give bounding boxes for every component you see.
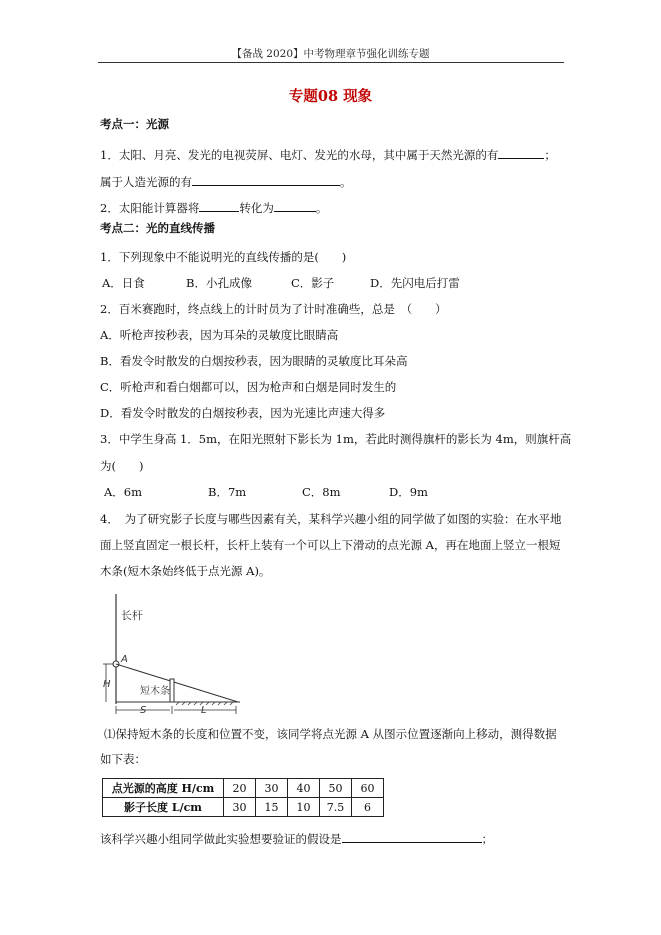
- s2-q4-line2: 面上竖直固定一根长杆，长杆上装有一个可以上下滑动的点光源 A，再在地面上竖立一根短: [100, 538, 561, 552]
- final-question: [100, 832, 493, 846]
- s1-q1-line2: [100, 175, 352, 189]
- s2-q3-option-c: C．8m: [302, 485, 341, 499]
- table-cell: 15: [256, 798, 288, 817]
- s1-q2-punct: 。: [315, 201, 328, 215]
- s2-q3-option-a: A．6m: [104, 485, 143, 499]
- s2-q1-option-c: C．影子: [291, 276, 335, 290]
- s2-q2: 2．百米赛跑时，终点线上的计时员为了计时准确些，总是 （ ）: [100, 302, 447, 316]
- pole-label: 长杆: [121, 609, 143, 622]
- s2-q2-option-d: D．看发令时散发的白烟按秒表，因为光速比声速大得多: [100, 406, 386, 420]
- table-cell: 40: [288, 779, 320, 798]
- s2-q3-option-d: D．9m: [389, 485, 428, 499]
- header-divider: [98, 62, 564, 63]
- data-table: [102, 778, 384, 817]
- s2-q3-line1: 3．中学生身高 1．5m，在阳光照射下影长为 1m，若此时测得旗杆的影长为 4m，则旗杆高: [100, 432, 572, 446]
- table-cell: 7.5: [320, 798, 352, 817]
- table-cell: 10: [288, 798, 320, 817]
- s2-q4-line3: 木条(短木条始终低于点光源 A)。: [100, 564, 271, 578]
- s2-q3-line2: 为( ): [100, 459, 144, 473]
- s1-q1-text: 1．太阳、月亮、发光的电视荧屏、电灯、发光的水母，其中属于天然光源的有: [100, 148, 499, 162]
- s1-q1-text2: 属于人造光源的有: [100, 175, 192, 189]
- table-cell: 20: [224, 779, 256, 798]
- s2-q3-option-b: B．7m: [208, 485, 247, 499]
- answer-blank: [342, 832, 482, 843]
- answer-blank: [498, 148, 544, 159]
- point-a-label: A: [121, 654, 128, 665]
- distance-label: S: [140, 705, 147, 716]
- answer-blank: [199, 201, 239, 212]
- shadow-experiment-figure: [100, 592, 260, 720]
- s2-q4-line1: 4． 为了研究影子长度与哪些因素有关，某科学兴趣小组的同学做了如图的实验：在水平地: [100, 512, 562, 526]
- answer-blank: [274, 201, 316, 212]
- final-question-text: 该科学兴趣小组同学做此实验想要验证的假设是: [100, 832, 342, 846]
- s1-q1-punct: ；: [544, 148, 556, 162]
- table-cell: 30: [224, 798, 256, 817]
- height-label: H: [103, 679, 111, 690]
- s2-q1: 1．下列现象中不能说明光的直线传播的是( ): [100, 250, 347, 264]
- s2-q4-sub1-line2: 如下表：: [100, 752, 146, 766]
- s2-q1-option-a: A．日食: [102, 276, 145, 290]
- s2-q2-option-c: C．听枪声和看白烟都可以，因为枪声和白烟是同时发生的: [100, 380, 397, 394]
- table-row-label: 点光源的高度 H/cm: [103, 779, 224, 798]
- s1-q1-line1: [100, 148, 556, 162]
- s1-q2-text2: 转化为: [239, 201, 274, 215]
- short-stick-label: 短木条: [140, 686, 170, 697]
- table-cell: 6: [352, 798, 384, 817]
- s2-q2-option-a: A．听枪声按秒表，因为耳朵的灵敏度比眼睛高: [100, 328, 339, 342]
- page-title: 专题08 现象: [288, 88, 373, 105]
- table-row-label: 影子长度 L/cm: [103, 798, 224, 817]
- table-row: [103, 798, 384, 817]
- s1-q2: [100, 201, 327, 215]
- table-cell: 60: [352, 779, 384, 798]
- short-stick: [170, 679, 174, 702]
- final-question-punct: ；: [481, 832, 493, 846]
- table-cell: 50: [320, 779, 352, 798]
- s2-q2-option-b: B．看发令时散发的白烟按秒表，因为眼睛的灵敏度比耳朵高: [100, 354, 408, 368]
- light-ray-line: [116, 664, 238, 702]
- s1-q2-text1: 2．太阳能计算器将: [100, 201, 200, 215]
- table-cell: 30: [256, 779, 288, 798]
- s2-q4-sub1-line1: ⑴保持短木条的长度和位置不变，该同学将点光源 A 从图示位置逐渐向上移动，测得数据: [104, 727, 557, 741]
- section2-heading: 考点二：光的直线传播: [100, 221, 215, 235]
- s2-q1-option-b: B．小孔成像: [186, 276, 252, 290]
- s2-q1-option-d: D．先闪电后打雷: [370, 276, 460, 290]
- s1-q1-punct2: 。: [340, 175, 352, 189]
- answer-blank: [192, 175, 340, 186]
- shadow-label: L: [201, 705, 207, 716]
- table-row: [103, 779, 384, 798]
- section1-heading: 考点一：光源: [100, 117, 169, 131]
- page-header: 【备战 2020】中考物理章节强化训练专题: [231, 48, 430, 60]
